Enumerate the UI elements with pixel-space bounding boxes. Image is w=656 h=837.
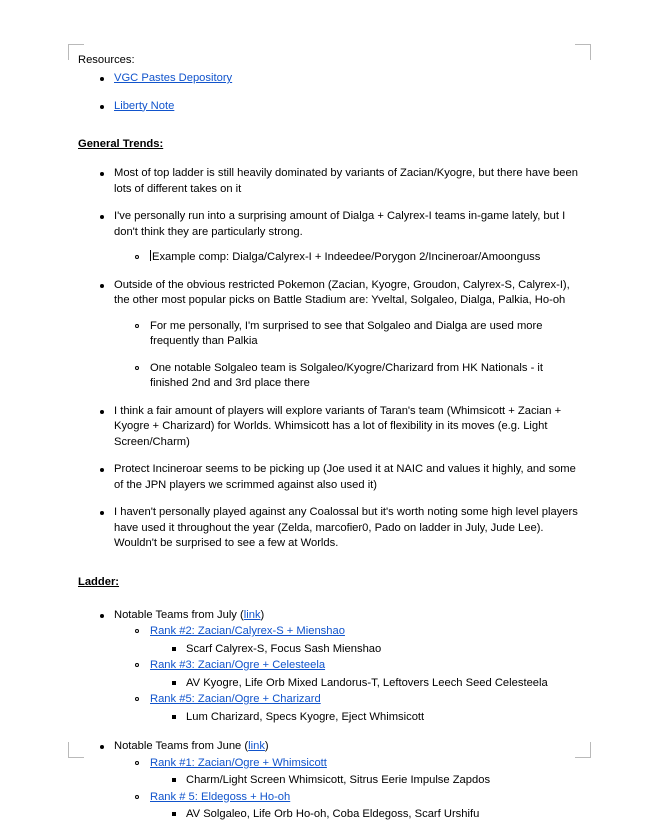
ladder-team-detail-list: [150, 642, 578, 658]
resource-link[interactable]: VGC Pastes Depository: [114, 72, 233, 84]
ladder-team-detail-item: [150, 710, 578, 726]
ladder-team-detail-text: AV Kyogre, Life Orb Mixed Landorus-T, Leftovers Leech Seed Celesteela: [186, 676, 548, 689]
ladder-team-link[interactable]: Rank # 5: Eldegoss + Ho-oh: [150, 790, 291, 803]
general-trend-subtext: One notable Solgaleo team is Solgaleo/Kyogre/Charizard from HK Nationals - it finished 2nd and 3rd place there: [150, 361, 544, 389]
list-bullet-icon: [100, 77, 104, 81]
paren-open: (: [240, 608, 244, 621]
list-bullet-icon: [100, 511, 104, 515]
ladder-group-link[interactable]: link: [248, 740, 265, 752]
ladder-list: [78, 608, 578, 823]
list-bullet-icon: [135, 366, 139, 370]
list-bullet-icon: [135, 697, 139, 701]
general-trend-text: Protect Incineroar seems to be picking up (Joe used it at NAIC and values it highly, and some of the JPN players we scrimmed against also used it): [114, 463, 576, 491]
list-bullet-icon: [135, 629, 139, 633]
list-bullet-icon: [172, 778, 176, 782]
ladder-team-link[interactable]: Rank #5: Zacian/Ogre + Charizard: [150, 693, 321, 705]
general-trend-text: I haven't personally played against any Coalossal but it's worth noting some high level players have used it throughout the year (Zelda, marcofier0, Pado on ladder in July, Jude Lee). Wouldn't be surprised to see a few at Worlds.: [114, 506, 578, 549]
general-trend-subitem: [114, 319, 578, 350]
ladder-team-detail-list: [150, 807, 578, 823]
list-bullet-icon: [135, 255, 139, 259]
general-trend-sublist: [114, 319, 578, 392]
ladder-team-list: [114, 624, 578, 725]
ladder-team-detail-list: [150, 773, 578, 789]
list-bullet-icon: [100, 410, 104, 414]
list-bullet-icon: [100, 172, 104, 176]
list-bullet-icon: [100, 468, 104, 472]
list-bullet-icon: [100, 614, 104, 618]
general-trend-text: Most of top ladder is still heavily dominated by variants of Zacian/Kyogre, but there have been lots of different takes on it: [114, 167, 578, 195]
list-bullet-icon: [100, 284, 104, 288]
general-trend-text: Outside of the obvious restricted Pokemon (Zacian, Kyogre, Groudon, Calyrex-S, Calyrex-I), the other most popular picks on Battle Stadium are: Yveltal, Solgaleo, Dialga, Palkia, Ho-oh: [114, 278, 570, 306]
ladder-team-detail-item: [150, 773, 578, 789]
list-bullet-icon: [172, 715, 176, 719]
ladder-team-item: [114, 790, 578, 823]
general-trend-subtext: Example comp: Dialga/Calyrex-I + Indeedee/Porygon 2/Incineroar/Amoonguss: [152, 251, 541, 263]
general-trend-subtext: For me personally, I'm surprised to see that Solgaleo and Dialga are used more frequently than Palkia: [150, 319, 543, 347]
list-bullet-icon: [172, 812, 176, 816]
ladder-team-link[interactable]: Rank #1: Zacian/Ogre + Whimsicott: [150, 756, 327, 769]
ladder-team-detail-item: [150, 676, 578, 692]
ladder-group-item: [78, 739, 578, 823]
text-cursor-caret: [150, 250, 151, 261]
list-bullet-icon: [135, 761, 139, 765]
ladder-group-link[interactable]: link: [243, 608, 261, 621]
general-trend-item: [78, 505, 578, 552]
general-trend-item: [78, 462, 578, 493]
resources-label: Resources:: [78, 54, 135, 66]
document-content: [78, 52, 578, 837]
ladder-group-label: Notable Teams from June: [114, 740, 245, 752]
ladder-group-label: Notable Teams from July: [114, 608, 241, 621]
ladder-team-link[interactable]: Rank #2: Zacian/Calyrex-S + Mienshao: [150, 625, 345, 637]
list-bullet-icon: [135, 663, 139, 667]
ladder-team-detail-item: [150, 642, 578, 658]
ladder-team-list: [114, 756, 578, 823]
ladder-team-detail-text: Lum Charizard, Specs Kyogre, Eject Whimsicott: [186, 710, 425, 723]
paren-close: ): [260, 608, 265, 621]
general-trend-subitem: [114, 250, 578, 266]
list-bullet-icon: [100, 215, 104, 219]
ladder-team-item: [114, 756, 578, 789]
ladder-team-detail-text: AV Solgaleo, Life Orb Ho-oh, Coba Eldegoss, Scarf Urshifu: [186, 808, 480, 820]
list-bullet-icon: [135, 324, 139, 328]
resource-link[interactable]: Liberty Note: [114, 99, 175, 112]
ladder-team-detail-list: [150, 676, 578, 692]
list-bullet-icon: [172, 681, 176, 685]
paren-close: ): [264, 740, 269, 752]
ladder-team-link[interactable]: Rank #3: Zacian/Ogre + Celesteela: [150, 659, 326, 671]
ladder-group-item: [78, 608, 578, 726]
resources-list: [78, 71, 578, 114]
ladder-team-item: [114, 692, 578, 725]
resource-list-item: [78, 99, 578, 115]
general-trend-item: [78, 404, 578, 451]
ladder-team-detail-text: Scarf Calyrex-S, Focus Sash Mienshao: [186, 642, 382, 655]
list-bullet-icon: [135, 795, 139, 799]
general-trend-sublist: [114, 250, 578, 266]
paren-open: (: [244, 740, 249, 752]
ladder-team-detail-text: Charm/Light Screen Whimsicott, Sitrus Eerie Impulse Zapdos: [186, 774, 491, 786]
list-bullet-icon: [100, 745, 104, 749]
general-trend-item: [78, 166, 578, 197]
ladder-team-detail-item: [150, 807, 578, 823]
general-trend-item: [78, 209, 578, 266]
ladder-team-detail-list: [150, 710, 578, 726]
ladder-team-item: [114, 658, 578, 691]
general-trend-item: [78, 278, 578, 392]
general-trend-text: I've personally run into a surprising amount of Dialga + Calyrex-I teams in-game lately, but I don't think they are particularly strong.: [114, 210, 566, 238]
general-trend-text: I think a fair amount of players will explore variants of Taran's team (Whimsicott + Zacian + Kyogre + Charizard) for Worlds. Whimsicott has a lot of flexibility in its moves (e.g. Light Screen/Charm): [114, 404, 562, 448]
ladder-team-item: [114, 624, 578, 657]
list-bullet-icon: [172, 647, 176, 651]
resource-list-item: [78, 71, 578, 87]
general-trends-list: [78, 166, 578, 552]
ladder-heading: Ladder:: [78, 575, 120, 588]
general-trends-heading: General Trends:: [78, 138, 164, 150]
general-trend-subitem: [114, 361, 578, 392]
list-bullet-icon: [100, 105, 104, 109]
